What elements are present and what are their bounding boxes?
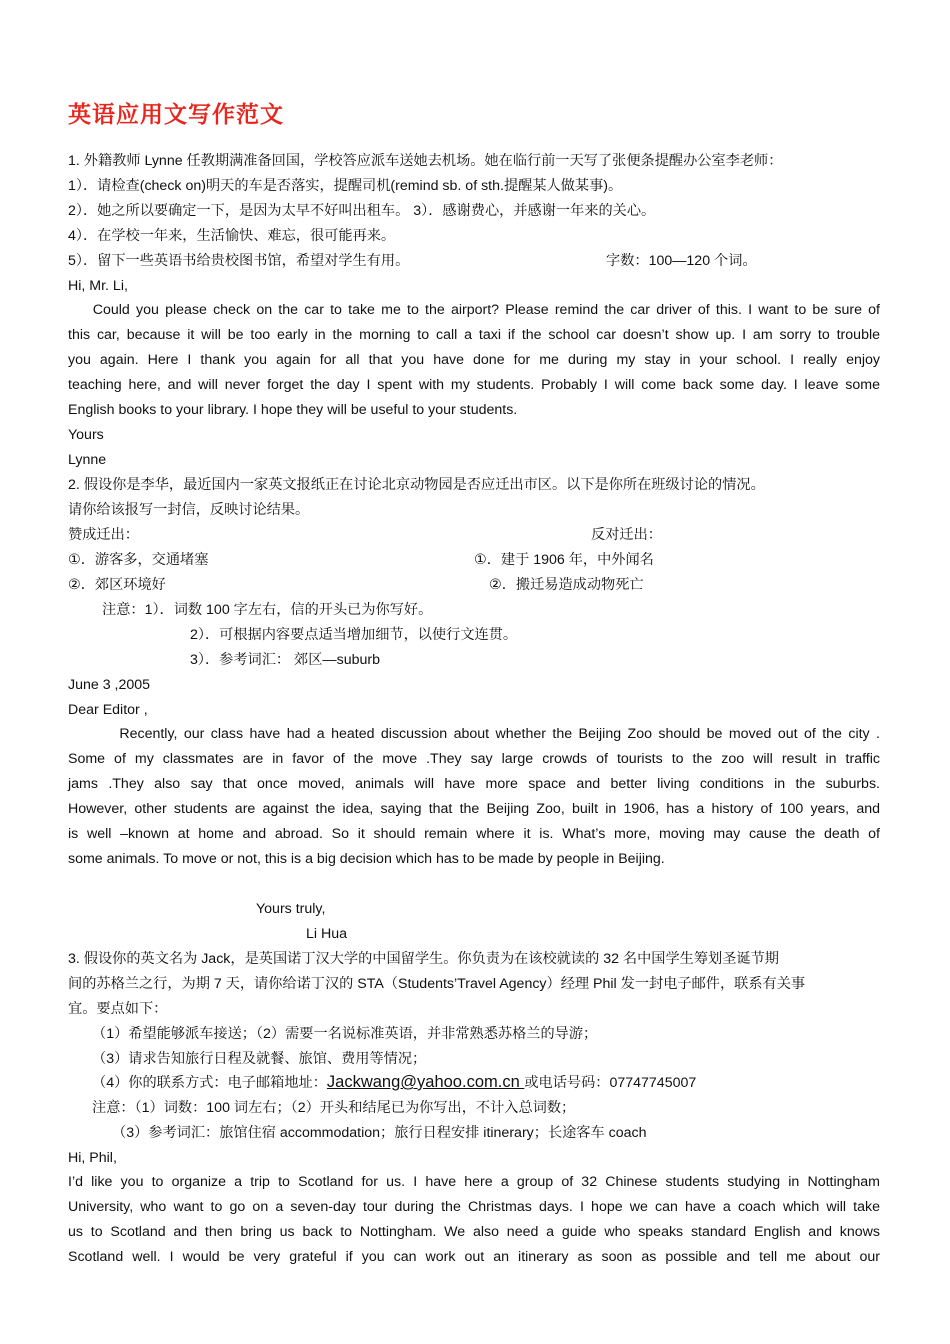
q3-body-line: I’d like you to organize a trip to Scotland for us. I have here a group of 32 Chinese students studying in Nottingham xyxy=(68,1174,880,1190)
q2-body-line: some animals. To move or not, this is a big decision which has to be made by people in Beijing. xyxy=(68,851,665,867)
q1-point-3: 4）．在学校一年来，生活愉快、难忘，很可能再来。 xyxy=(68,228,396,244)
q2-for-header: 赞成迁出： xyxy=(68,527,139,543)
q1-point-2: 2）．她之所以要确定一下，是因为太早不好叫出租车。 3）．感谢费心，并感谢一年来的关心。 xyxy=(68,203,656,219)
q3-contact-prefix: （4）你的联系方式：电子邮箱地址： xyxy=(92,1075,327,1091)
q1-body-line: you again. Here I thank you again for all that you have done for me during my stay in your school. I really enjoy xyxy=(68,352,880,368)
q2-against-item: ①．建于 1906 年，中外闻名 xyxy=(474,552,654,568)
q3-point: （1）希望能够派车接送；（2）需要一名说标准英语，并非常熟悉苏格兰的导游； xyxy=(92,1026,598,1042)
q3-contact-suffix: 或电话号码：07747745007 xyxy=(524,1075,697,1091)
q3-body-line: us to Scotland and then bring us back to Nottingham. We also need a guide who speaks standard English and knows xyxy=(68,1224,880,1240)
q2-body-line: jams .They also say that once moved, animals will have more space and better living conditions in the suburbs. xyxy=(68,776,880,792)
q2-greeting: Dear Editor , xyxy=(68,702,148,718)
q1-signature: Lynne xyxy=(68,452,107,468)
q3-prompt: 宜。要点如下： xyxy=(68,1001,168,1017)
q1-point-1: 1）．请检查(check on)明天的车是否落实，提醒司机(remind sb. of sth.提醒某人做某事)。 xyxy=(68,178,623,194)
q1-body-line: this car, because it will be too early in the morning to call a taxi if the school car doesn’t show up. I am sorry to trouble xyxy=(68,327,880,343)
q3-point: （3）请求告知旅行日程及就餐、旅馆、费用等情况； xyxy=(92,1051,427,1067)
q1-prompt: 1. 外籍教师 Lynne 任教期满准备回国，学校答应派车送她去机场。她在临行前一天写了张便条提醒办公室李老师： xyxy=(68,153,783,169)
q2-note: 3）．参考词汇： 郊区—suburb xyxy=(190,652,380,668)
q2-closing: Yours truly, xyxy=(256,901,326,917)
q1-body-line: Could you please check on the car to take me to the airport? Please remind the car driver of this. I want to be sure of xyxy=(68,302,880,318)
q2-against-header: 反对迁出： xyxy=(591,527,662,543)
q1-point-4: 5）．留下一些英语书给贵校图书馆，希望对学生有用。 xyxy=(68,253,410,269)
q3-body-line: Scotland well. I would be very grateful if you can work out an itinerary as soon as possible and tell me about our xyxy=(68,1249,880,1265)
q3-body-line: University, who want to go on a seven-day tour during the Christmas days. I hope we can have a coach which will take xyxy=(68,1199,880,1215)
q3-note: 注意：（1）词数：100 词左右；（2）开头和结尾已为你写出，不计入总词数； xyxy=(92,1100,576,1116)
q2-body-line: is well –known at home and abroad. So it should remain where it is. What’s more, moving may cause the death of xyxy=(68,826,880,842)
email-link[interactable]: Jackwang@yahoo.com.cn xyxy=(326,1073,525,1091)
q2-date: June 3 ,2005 xyxy=(68,677,151,693)
q2-for-item: ①．游客多，交通堵塞 xyxy=(68,552,209,568)
q3-prompt: 3. 假设你的英文名为 Jack，是英国诺丁汉大学的中国留学生。你负责为在该校就读的 32 名中国学生筹划圣诞节期 xyxy=(68,951,779,967)
q1-body-line: English books to your library. I hope they will be useful to your students. xyxy=(68,402,518,418)
q1-greeting: Hi, Mr. Li, xyxy=(68,278,128,294)
q2-against-item: ②．搬迁易造成动物死亡 xyxy=(489,577,644,593)
q3-contact-point xyxy=(92,1072,696,1093)
q1-closing: Yours xyxy=(68,427,104,443)
q3-prompt: 间的苏格兰之行，为期 7 天，请你给诺丁汉的 STA（Students’Travel Agency）经理 Phil 发一封电子邮件，联系有关事 xyxy=(68,976,806,992)
q2-body-line: However, other students are against the idea, saying that the Beijing Zoo, built in 1906, has a history of 100 years, and xyxy=(68,801,880,817)
q2-note: 注意：1）．词数 100 字左右，信的开头已为你写好。 xyxy=(102,602,433,618)
q2-for-item: ②．郊区环境好 xyxy=(68,577,166,593)
q2-body-line: Recently, our class have had a heated discussion about whether the Beijing Zoo should be moved out of the city . xyxy=(68,726,880,742)
q2-prompt: 2. 假设你是李华，最近国内一家英文报纸正在讨论北京动物园是否应迁出市区。以下是你所在班级讨论的情况。 xyxy=(68,477,765,493)
q2-prompt: 请你给该报写一封信，反映讨论结果。 xyxy=(68,502,310,518)
q2-body-line: Some of my classmates are in favor of the move .They say large crowds of tourists to the zoo will result in traffic xyxy=(68,751,880,767)
q1-body-line: teaching here, and will never forget the day I spent with my students. Probably I will come back some day. I leave some xyxy=(68,377,880,393)
document-title: 英语应用文写作范文 xyxy=(68,102,284,128)
q2-signature: Li Hua xyxy=(306,926,348,942)
q3-note: （3）参考词汇：旅馆住宿 accommodation；旅行日程安排 itinerary；长途客车 coach xyxy=(112,1125,647,1141)
q3-greeting: Hi, Phil, xyxy=(68,1150,117,1166)
q2-note: 2）．可根据内容要点适当增加细节，以使行文连贯。 xyxy=(190,627,518,643)
q1-word-count: 字数：100—120 个词。 xyxy=(606,253,757,269)
